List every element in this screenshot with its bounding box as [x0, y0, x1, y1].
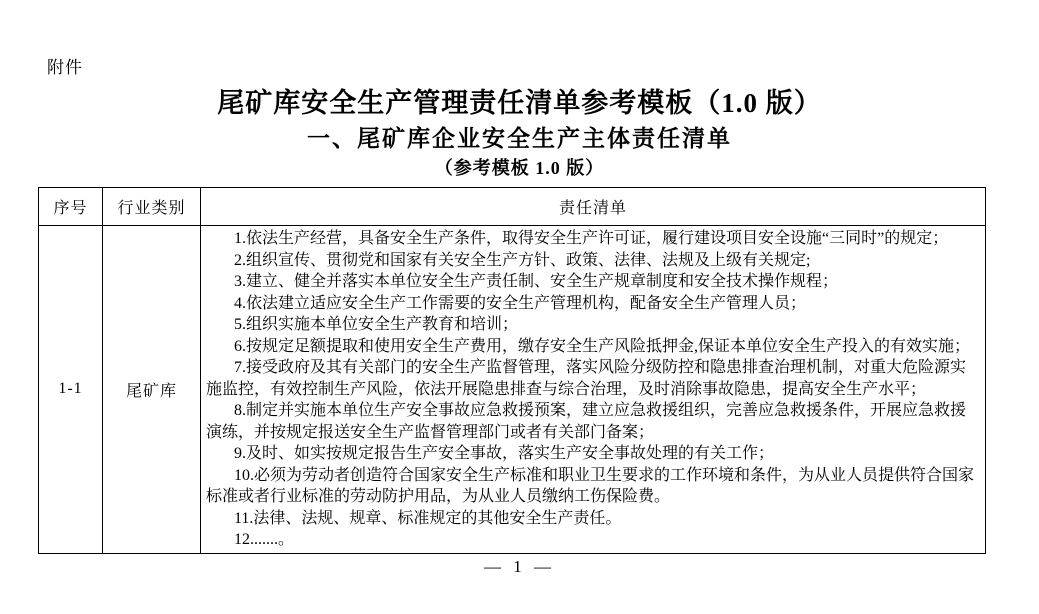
table-header-index: 序号	[39, 188, 103, 226]
responsibility-table	[38, 187, 986, 554]
section-title: 一、尾矿库企业安全生产主体责任清单	[307, 126, 732, 151]
responsibility-item: 8.制定并实施本单位生产安全事故应急救援预案，建立应急救援组织，完善应急救援条件，开展应急救援演练，并按规定报送安全生产监督管理部门或者有关部门备案；	[206, 402, 967, 441]
responsibility-item: 7.接受政府及其有关部门的安全生产监督管理，落实风险分级防控和隐患排查治理机制，对重大危险源实施监控，有效控制生产风险，依法开展隐患排查与综合治理，及时消除事故隐患，提高安全生产水平；	[206, 359, 967, 398]
responsibility-item: 12.......。	[234, 531, 295, 548]
table-row	[39, 226, 986, 554]
attachment-label: 附件	[47, 58, 83, 77]
page-number: — 1 —	[484, 557, 555, 576]
responsibility-item: 10.必须为劳动者创造符合国家安全生产标准和职业卫生要求的工作环境和条件，为从业人员提供符合国家标准或者行业标准的劳动防护用品，为从业人员缴纳工伤保险费。	[206, 466, 975, 505]
responsibility-item: 9.及时、如实按规定报告生产安全事故，落实生产安全事故处理的有关工作；	[234, 445, 775, 462]
industry-category-cell: 尾矿库	[103, 226, 201, 554]
table-header-industry-category: 行业类别	[103, 188, 201, 226]
responsibility-items-cell	[201, 226, 986, 554]
responsibility-item: 4.依法建立适应安全生产工作需要的安全生产管理机构，配备安全生产管理人员；	[234, 294, 807, 312]
responsibility-item: 5.组织实施本单位安全生产教育和培训；	[234, 316, 519, 333]
responsibility-item: 11.法律、法规、规章、标准规定的其他安全生产责任。	[234, 509, 622, 527]
table-header-responsibility-list: 责任清单	[201, 188, 986, 226]
table-header-row	[39, 188, 986, 226]
row-index-cell: 1-1	[39, 226, 103, 554]
document-title: 尾矿库安全生产管理责任清单参考模板（1.0 版）	[217, 88, 822, 118]
responsibility-item: 3.建立、健全并落实本单位安全生产责任制、安全生产规章制度和安全技术操作规程；	[234, 273, 839, 290]
section-subtitle: （参考模板 1.0 版）	[434, 158, 605, 178]
responsibility-item: 6.按规定足额提取和使用安全生产费用，缴存安全生产风险抵押金,保证本单位安全生产投入的有效实施；	[234, 337, 971, 355]
responsibility-item: 2.组织宣传、贯彻党和国家有关安全生产方针、政策、法律、法规及上级有关规定;	[234, 251, 811, 269]
responsibility-item: 1.依法生产经营，具备安全生产条件，取得安全生产许可证，履行建设项目安全设施“三同时”的规定；	[234, 230, 949, 247]
